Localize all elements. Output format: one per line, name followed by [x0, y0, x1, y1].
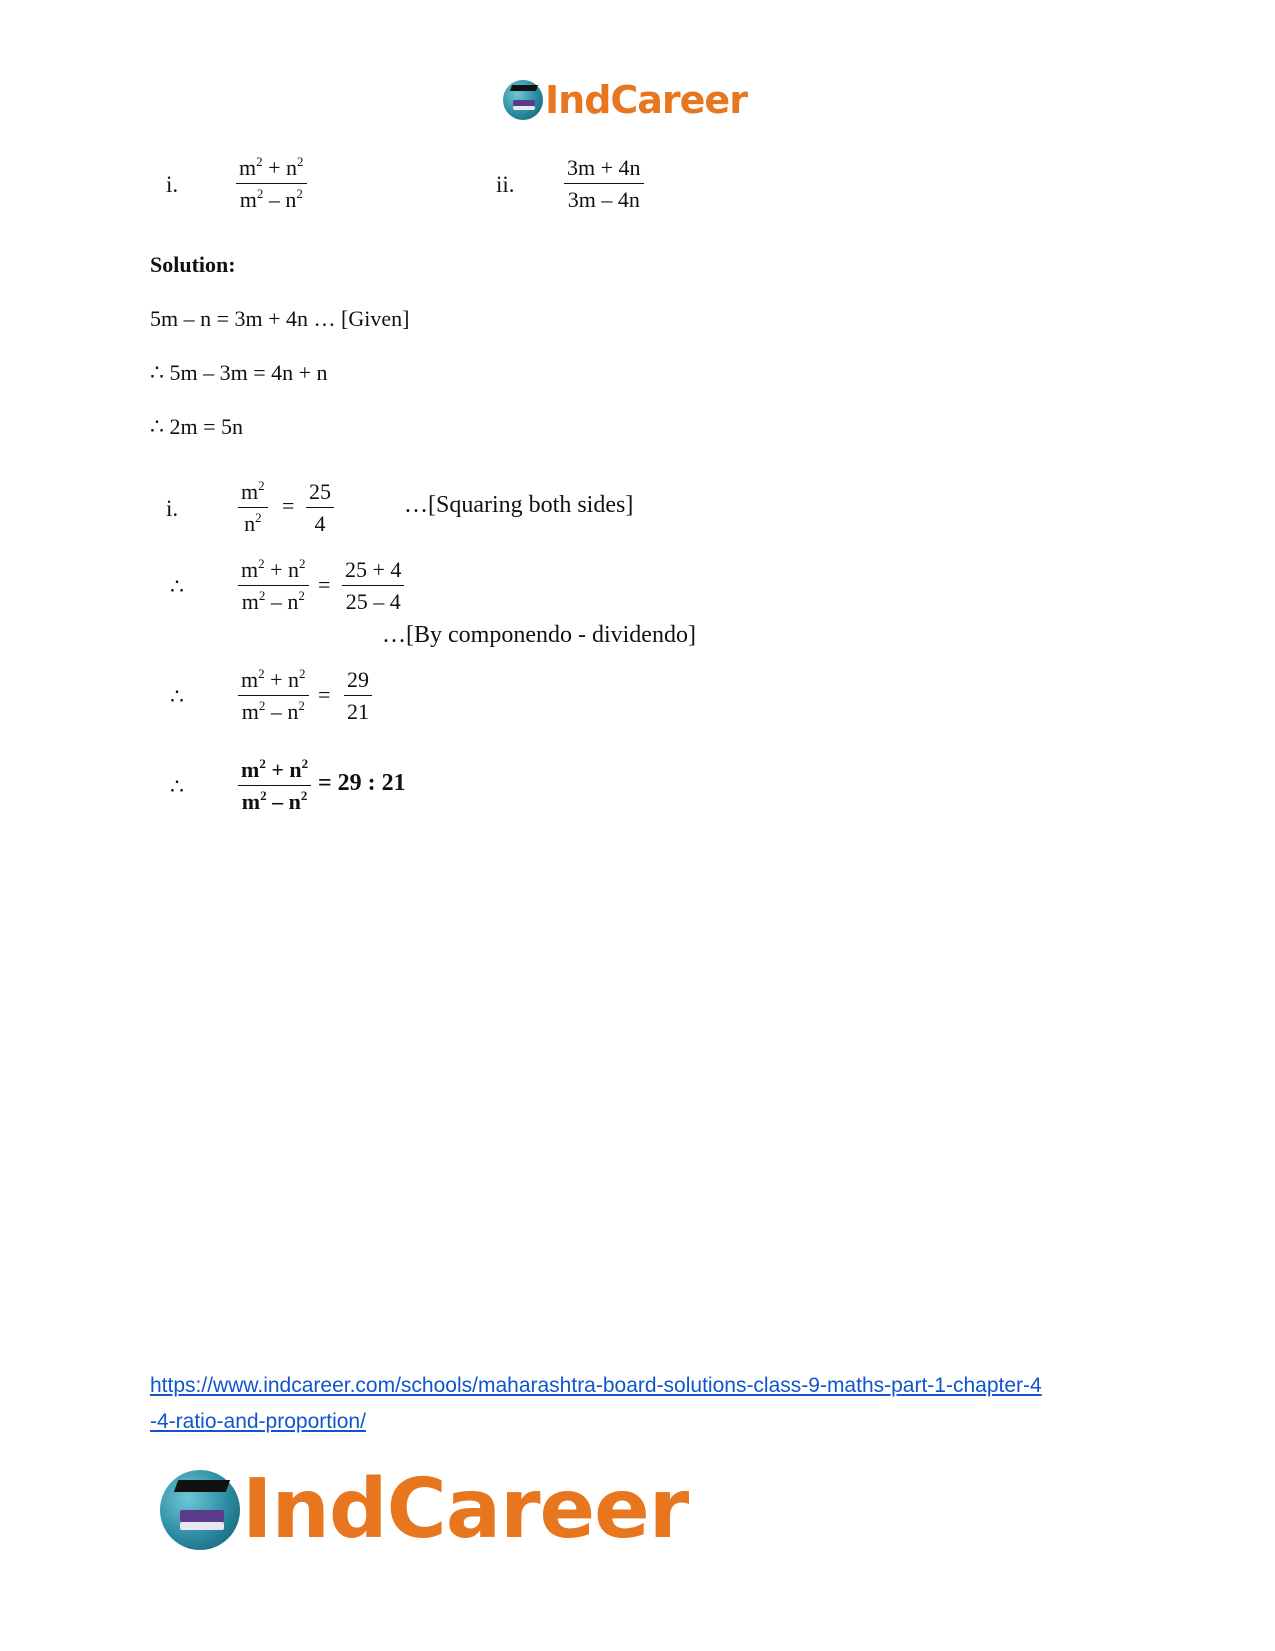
step3-left-fraction: $\frac{m^2 + n^2}{m^2 - n^2}$: [238, 666, 309, 725]
solution-line-2: ∴ 5m – 3m = 4n + n: [150, 360, 328, 385]
step3-therefore: ∴: [170, 684, 184, 709]
working-i-label: i.: [166, 496, 179, 521]
source-link-line-2[interactable]: -4-ratio-and-proportion/: [150, 1410, 366, 1433]
step4-fraction: $\frac{m^2 + n^2}{m^2 - n^2}$: [238, 756, 311, 815]
step2-note: …[By componendo - dividendo]: [382, 622, 696, 648]
step2-right-fraction: $\frac{25 + 4}{25 - 4}$: [342, 556, 404, 615]
step2-equals: =: [318, 572, 331, 597]
step4-result: = 29 : 21: [318, 770, 406, 796]
step4-therefore: ∴: [170, 774, 184, 799]
option-i-label: i.: [166, 172, 179, 197]
step3-right-fraction: $\frac{29}{21}$: [344, 666, 372, 725]
solution-line-1: 5m – n = 3m + 4n … [Given]: [150, 306, 410, 331]
indcareer-logo-bottom: [160, 1462, 689, 1557]
source-link-line-1[interactable]: https://www.indcareer.com/schools/maharashtra-board-solutions-class-9-maths-part-1-chapter-4: [150, 1374, 1042, 1397]
step2-therefore: ∴: [170, 574, 184, 599]
step1-note: …[Squaring both sides]: [404, 492, 634, 518]
step1-right-fraction: $\frac{25}{4}$: [306, 478, 334, 537]
graduation-cap-books-icon: [503, 80, 543, 120]
option-ii-label: ii.: [496, 172, 515, 197]
indcareer-logo-top: [503, 80, 747, 120]
step1-left-fraction: $\frac{m^2}{n^2}$: [238, 478, 268, 537]
option-ii-fraction: $\frac{3m + 4n}{3m - 4n}$: [564, 154, 644, 213]
step2-left-fraction: $\frac{m^2 + n^2}{m^2 - n^2}$: [238, 556, 309, 615]
logo-text: IndCareer: [545, 78, 747, 122]
logo-text: IndCareer: [242, 1462, 689, 1557]
graduation-cap-books-icon: [160, 1470, 240, 1550]
source-link[interactable]: [150, 1368, 1042, 1440]
solution-heading: Solution:: [150, 252, 236, 277]
solution-line-3: ∴ 2m = 5n: [150, 414, 244, 439]
step1-equals: =: [282, 493, 295, 518]
step3-equals: =: [318, 682, 331, 707]
option-i-fraction: $\frac{m^2 + n^2}{m^2 - n^2}$: [236, 154, 307, 213]
